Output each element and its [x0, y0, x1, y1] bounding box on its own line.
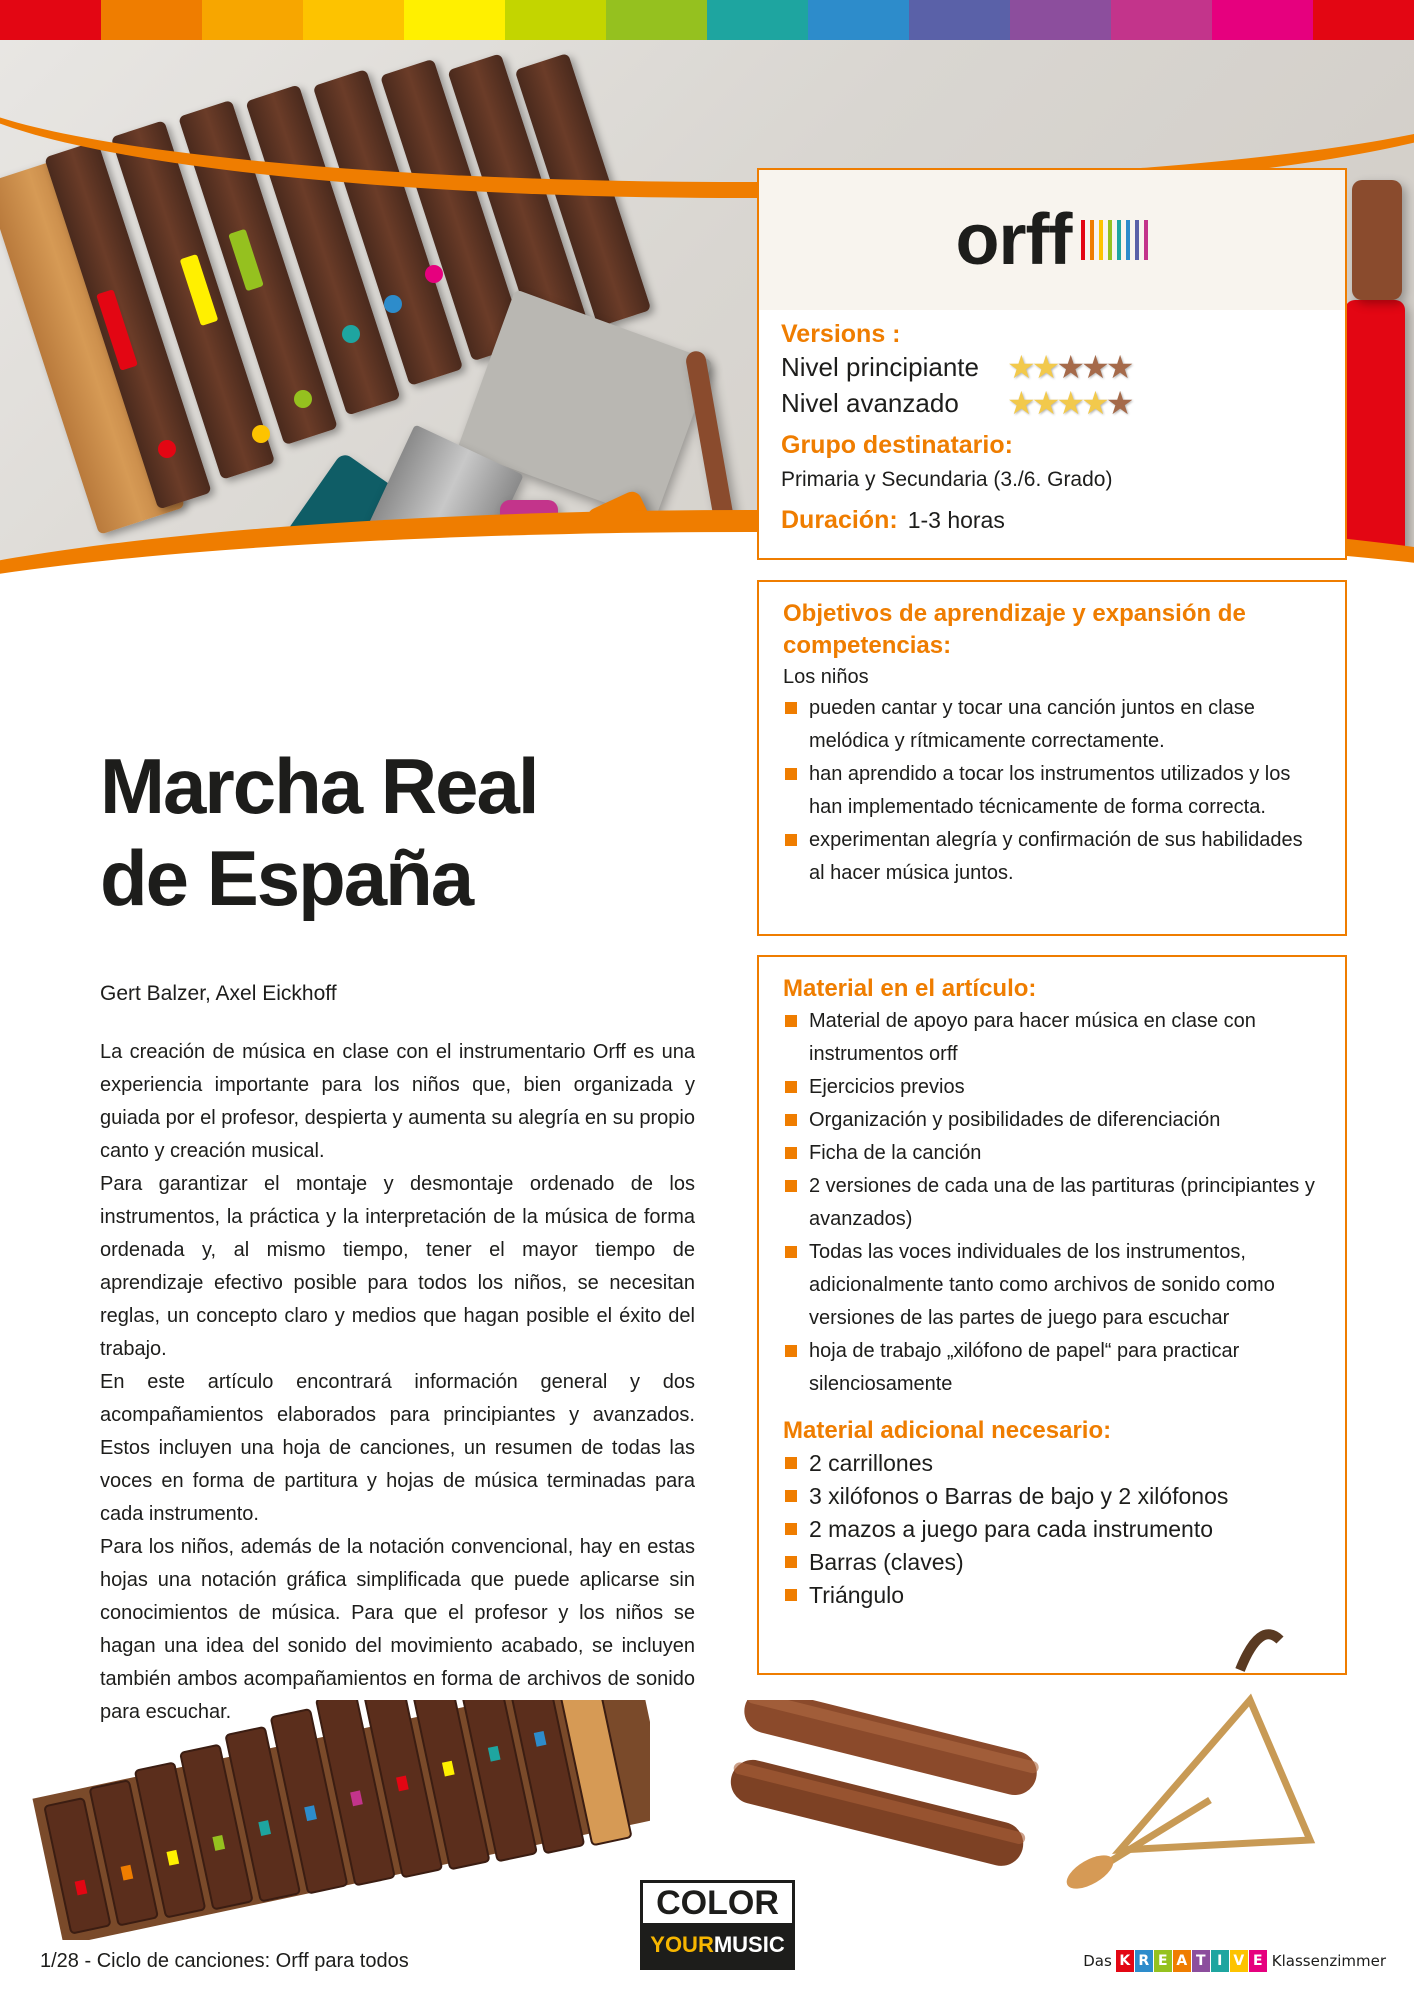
logo-line — [1126, 220, 1130, 260]
orff-logo-area — [759, 170, 1345, 310]
body-text — [100, 1036, 695, 1729]
orff-logo: orff — [955, 200, 1072, 280]
star-filled-icon: ★ — [1056, 385, 1082, 421]
kreativ-letter-block: E — [1249, 1950, 1267, 1972]
list-item: Todas las voces individuales de los instrumentos, adicionalmente tanto como archivos de sonido como versiones de las partes de juego para escuchar — [783, 1236, 1321, 1335]
level-beginner-label: Nivel principiante — [781, 351, 979, 382]
kreativ-word — [1116, 1950, 1268, 1972]
duration-row — [781, 506, 1323, 535]
versions-label: Versions : — [781, 320, 901, 348]
material-box — [757, 955, 1347, 1675]
logo-line — [1081, 220, 1085, 260]
list-item: experimentan alegría y confirmación de sus habilidades al hacer música juntos. — [783, 824, 1321, 890]
info-card — [757, 168, 1347, 560]
star-filled-icon: ★ — [1031, 349, 1057, 385]
list-item: pueden cantar y tocar una canción juntos en clase melódica y rítmicamente correctamente. — [783, 692, 1321, 758]
title-line-1: Marcha Real — [100, 742, 538, 830]
logo-line — [1108, 220, 1112, 260]
star-empty-icon: ★ — [1105, 349, 1131, 385]
xylophone-image — [0, 1700, 650, 1940]
triangle-image — [1060, 1610, 1360, 1900]
star-empty-icon: ★ — [1105, 385, 1131, 421]
kreativ-letter-block: V — [1230, 1950, 1248, 1972]
logo-line — [1090, 220, 1094, 260]
star-filled-icon: ★ — [1007, 349, 1032, 385]
logo-line — [1135, 220, 1139, 260]
kreativ-letter-block: A — [1173, 1950, 1191, 1972]
kreativ-letter-block: K — [1116, 1950, 1134, 1972]
paragraph: Para los niños, además de la notación convencional, hay en estas hojas una notación gráfica simplificada que puede aplicarse sin conocimientos de música. Para que el profesor y los niños se hagan una idea del sonido del movimiento acabado, se incluyen también ambos acompañamientos en forma de archivos de sonido para escuchar. — [100, 1536, 695, 1723]
page-title — [100, 740, 538, 924]
list-item: han aprendido a tocar los instrumentos utilizados y los han implementado técnicamente de forma correcta. — [783, 758, 1321, 824]
authors: Gert Balzer, Axel Eickhoff — [100, 982, 337, 1005]
star-empty-icon: ★ — [1081, 349, 1106, 385]
star-filled-icon: ★ — [1031, 385, 1057, 421]
kreative-klassenzimmer-logo — [1083, 1950, 1386, 1972]
level-advanced-stars — [1007, 387, 1130, 419]
logo-line — [1099, 220, 1103, 260]
level-advanced-label: Nivel avanzado — [781, 387, 959, 418]
objectives-list — [783, 692, 1321, 890]
objectives-box — [757, 580, 1347, 936]
list-item: Organización y posibilidades de diferenciación — [783, 1104, 1321, 1137]
material-title: Material en el artículo: — [783, 975, 1037, 1002]
paragraph: Para garantizar el montaje y desmontaje ordenado de los instrumentos, la práctica y la interpretación de la música de forma ordenada y, al mismo tiempo, tener el mayor tiempo de aprendizaje efectivo posible para todos los niños, se necesitan reglas, un concepto claro y medios que hagan posible el éxito del trabajo. — [100, 1173, 695, 1360]
list-item: 2 mazos a juego para cada instrumento — [783, 1513, 1321, 1546]
logo-music-text: MUSIC — [713, 1932, 785, 1957]
list-item: Triángulo — [783, 1579, 1321, 1612]
duration-label: Duración: — [781, 506, 898, 534]
claves-image — [720, 1700, 1050, 1870]
list-item: 2 carrillones — [783, 1447, 1321, 1480]
star-filled-icon: ★ — [1007, 385, 1032, 421]
list-item: 2 versiones de cada una de las partituras (principiantes y avanzados) — [783, 1170, 1321, 1236]
logo-color-text: COLOR — [656, 1884, 779, 1922]
star-filled-icon: ★ — [1081, 385, 1106, 421]
target-group-value: Primaria y Secundaria (3./6. Grado) — [781, 468, 1113, 491]
level-beginner-stars — [1007, 351, 1130, 383]
duration-value: 1-3 horas — [907, 507, 1005, 533]
extra-material-title: Material adicional necesario: — [783, 1417, 1112, 1444]
color-your-music-logo — [640, 1880, 795, 1970]
logo-yourmusic-text — [643, 1923, 792, 1967]
list-item: Ficha de la canción — [783, 1137, 1321, 1170]
list-item: hoja de trabajo „xilófono de papel“ para practicar silenciosamente — [783, 1335, 1321, 1401]
level-advanced-row — [781, 385, 1323, 421]
kreativ-suffix: Klassenzimmer — [1271, 1952, 1386, 1970]
level-beginner-row — [781, 349, 1323, 385]
kreativ-letter-block: R — [1135, 1950, 1153, 1972]
paragraph: En este artículo encontrará información general y dos acompañamientos elaborados para principiantes y avanzados. Estos incluyen una hoja de canciones, un resumen de todas las voces en forma de partitura y hojas de música terminadas para cada instrumento. — [100, 1371, 695, 1525]
footer-page-info: 1/28 - Ciclo de canciones: Orff para todos — [40, 1950, 409, 1972]
target-group-label: Grupo destinatario: — [781, 431, 1013, 459]
objectives-title: Objetivos de aprendizaje y expansión de competencias: — [783, 600, 1246, 659]
orff-logo-lines — [1081, 220, 1148, 260]
kreativ-letter-block: I — [1211, 1950, 1229, 1972]
material-list — [783, 1005, 1321, 1401]
logo-line — [1117, 220, 1121, 260]
list-item: Barras (claves) — [783, 1546, 1321, 1579]
logo-line — [1144, 220, 1148, 260]
title-line-2: de España — [100, 834, 473, 922]
kreativ-prefix: Das — [1083, 1952, 1112, 1970]
kreativ-letter-block: T — [1192, 1950, 1210, 1972]
paragraph: La creación de música en clase con el instrumentario Orff es una experiencia importante para los niños que, bien organizada y guiada por el profesor, despierta y aumenta su alegría en su propio canto y creación musical. — [100, 1041, 695, 1162]
logo-your-text: YOUR — [650, 1932, 714, 1957]
list-item: Ejercicios previos — [783, 1071, 1321, 1104]
list-item: 3 xilófonos o Barras de bajo y 2 xilófonos — [783, 1480, 1321, 1513]
kreativ-letter-block: E — [1154, 1950, 1172, 1972]
objectives-intro: Los niños — [783, 666, 869, 688]
list-item: Material de apoyo para hacer música en clase con instrumentos orff — [783, 1005, 1321, 1071]
star-empty-icon: ★ — [1056, 349, 1082, 385]
extra-material-list — [783, 1447, 1321, 1612]
